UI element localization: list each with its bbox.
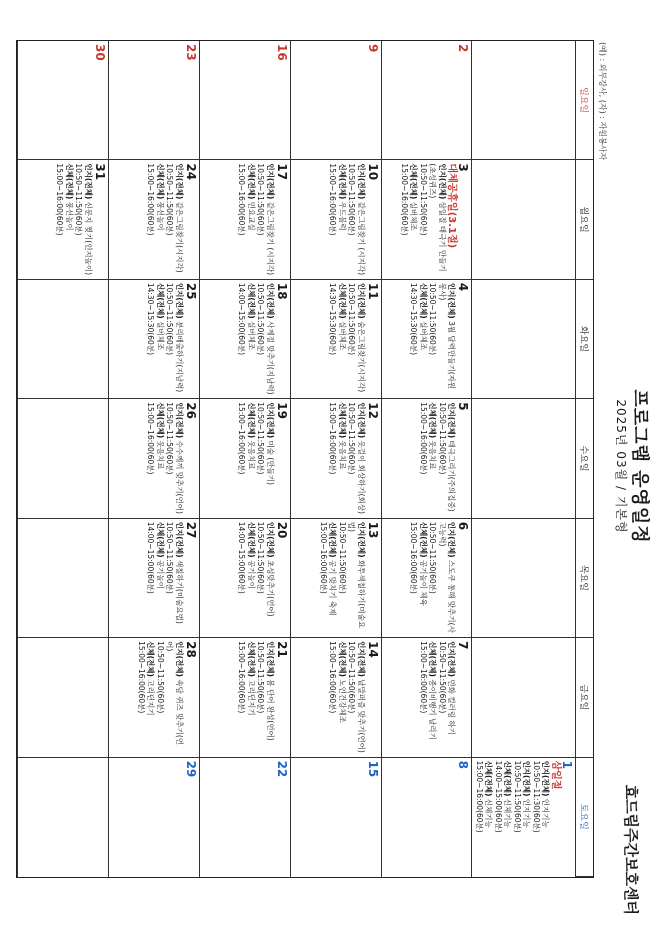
schedule-entry xyxy=(146,402,165,514)
program-category: 신체(전체) xyxy=(246,641,256,677)
program-name: 같은그림찾기 (시지각) xyxy=(265,201,275,276)
program-name: 속담 퀴즈 맞추기(언어) xyxy=(165,641,184,746)
calendar-day-cell xyxy=(472,519,576,638)
program-name: 풍선놀이 xyxy=(155,201,165,231)
day-number: 31 xyxy=(92,163,107,181)
program-name: 공기놀이 체육 xyxy=(419,559,428,606)
calendar-day-cell xyxy=(290,160,381,279)
program-category: 인지(전체) xyxy=(265,641,275,677)
program-category: 인지(전체) xyxy=(447,521,457,558)
program-time: 10:50~11:50(60분) xyxy=(165,402,175,475)
program-name: 실버체조 xyxy=(246,321,256,351)
program-category: 신체(전체) xyxy=(246,402,256,439)
schedule-entry xyxy=(532,761,551,874)
program-category: 인지(전체) xyxy=(265,163,275,200)
schedule-entry xyxy=(337,522,366,634)
program-time: 15:00~16:00(60분) xyxy=(409,521,419,594)
program-time: 10:50~11:50(60분) xyxy=(256,641,266,714)
schedule-entry xyxy=(165,402,184,514)
program-category: 인지(전체) xyxy=(447,402,457,439)
program-time: 10:50~11:50(60분) xyxy=(165,521,175,594)
schedule-entry xyxy=(155,641,184,753)
calendar-day-cell xyxy=(199,280,290,399)
weekday-header: 금요일 xyxy=(575,638,593,757)
schedule-entry xyxy=(428,283,457,395)
program-name: 신문지 찢기(인지놀이) xyxy=(83,201,93,276)
program-time: 10:50~11:50(60분) xyxy=(438,402,447,475)
schedule-entry xyxy=(256,641,275,753)
day-number: 12 xyxy=(365,402,380,419)
calendar-day-cell xyxy=(108,638,199,757)
schedule-entry xyxy=(136,641,155,753)
program-name: 신체기능 xyxy=(484,798,494,828)
organization-name: 효드림주간보호센터 xyxy=(622,784,640,915)
day-number: 17 xyxy=(274,163,289,181)
program-time: 15:00~16:00(60분) xyxy=(237,641,247,714)
schedule-entry xyxy=(237,283,256,395)
program-name: 같은그림찾기 (시지각) xyxy=(356,201,366,276)
calendar-day-cell xyxy=(17,519,108,638)
program-time: 10:50~11:50(60분) xyxy=(155,641,165,714)
program-name: 옷걸이 회상하기(회상) xyxy=(356,440,366,514)
calendar-day-cell xyxy=(290,758,381,877)
program-time: 15:00~16:00(60분) xyxy=(318,521,328,594)
program-category: 인지(전체) xyxy=(356,163,366,200)
program-name: 초성맞추기(언어) xyxy=(265,559,275,617)
program-time: 10:50~11:50(60분) xyxy=(347,641,357,714)
program-category: 인지(전체) xyxy=(174,163,184,200)
program-name: 민화 컬러링 하기 xyxy=(447,679,457,735)
day-number: 14 xyxy=(365,641,380,658)
program-name: 같은그림찾기(시지각) xyxy=(174,201,184,273)
program-name: 종이비행기 날리기 xyxy=(428,679,438,740)
program-category: 신체(전체) xyxy=(419,521,428,558)
calendar-day-cell xyxy=(17,638,108,757)
weekday-header: 수요일 xyxy=(575,399,593,518)
calendar-day-cell xyxy=(199,41,290,160)
schedule-entry xyxy=(74,163,93,275)
program-time: 15:00~16:00(60분) xyxy=(328,163,338,236)
day-number: 11 xyxy=(365,282,380,300)
schedule-entry xyxy=(237,522,256,634)
day-number: 7 xyxy=(456,641,471,650)
program-name: 웃음치료 xyxy=(337,440,347,470)
day-number: 23 xyxy=(183,44,198,61)
program-name: 인지기능 xyxy=(541,798,551,828)
schedule-entry xyxy=(347,163,366,275)
program-category: 인지(전체) xyxy=(447,282,457,319)
weekday-header: 월요일 xyxy=(575,160,593,279)
schedule-entry xyxy=(419,641,438,753)
day-number: 22 xyxy=(274,760,289,778)
program-time: 10:50~11:50(60분) xyxy=(347,163,357,236)
program-name: 우드블럭 xyxy=(337,201,347,231)
program-name: 웃음치료 xyxy=(428,440,438,470)
calendar-day-cell xyxy=(290,41,381,160)
calendar-day-cell xyxy=(199,519,290,638)
weekday-header: 토요일 xyxy=(575,758,593,877)
program-category: 신체(전체) xyxy=(428,641,438,677)
calendar-day-cell xyxy=(199,160,290,279)
program-name: 삼일절 태극기 만들기 (초성퀴즈) xyxy=(428,163,447,272)
program-category: 인지(전체) xyxy=(522,760,532,797)
schedule-entry xyxy=(237,402,256,514)
day-number: 30 xyxy=(92,44,107,61)
program-time: 10:50~11:50(60분) xyxy=(513,760,522,833)
program-name: 노인건강체조 xyxy=(337,679,347,723)
program-name: 웃음치료 xyxy=(246,440,256,470)
program-name: 봄 단어 완성(언어) xyxy=(265,679,275,741)
schedule-entry xyxy=(146,283,165,395)
day-number: 9 xyxy=(365,44,380,53)
calendar-day-cell xyxy=(17,280,108,399)
day-number: 28 xyxy=(183,641,198,658)
day-number: 15 xyxy=(365,760,380,778)
calendar-day-cell xyxy=(381,41,472,160)
program-name: 웃음치료 xyxy=(155,440,165,470)
program-time: 15:00~16:00(60분) xyxy=(475,760,484,833)
page-title: 프로그램 운영일정 xyxy=(629,389,650,544)
program-time: 10:50~11:50(60분) xyxy=(165,282,175,355)
calendar-day-cell xyxy=(199,399,290,518)
calendar-day-cell xyxy=(472,399,576,518)
program-category: 인지(전체) xyxy=(265,521,275,558)
calendar-day-cell xyxy=(290,280,381,399)
legend-note: (예) : 외부강사, (자) : 자원봉사자 xyxy=(598,42,607,161)
calendar-day-cell xyxy=(381,399,472,518)
program-category: 신체(전체) xyxy=(246,282,256,319)
program-time: 10:50~11:50(60분) xyxy=(347,282,357,355)
program-category: 신체(전체) xyxy=(155,282,165,319)
day-number: 19 xyxy=(274,402,289,419)
schedule-entry xyxy=(165,522,184,634)
program-time: 15:00~16:00(60분) xyxy=(146,402,156,475)
weekday-header: 일요일 xyxy=(575,41,593,160)
program-time: 14:00~15:00(60분) xyxy=(237,521,247,594)
calendar-day-cell xyxy=(381,280,472,399)
page-subtitle: 2025년 03월 / 기본형 xyxy=(614,399,628,534)
program-time: 14:30~15:30(60분) xyxy=(409,282,419,355)
day-number: 26 xyxy=(183,402,198,419)
schedule-entry xyxy=(428,522,457,634)
program-name: 스도쿠 통해 맞추기(사고능력) xyxy=(438,521,457,633)
program-time: 10:50~11:50(60분) xyxy=(419,163,428,236)
program-name: 실버체조 xyxy=(337,321,347,351)
day-number: 24 xyxy=(183,163,198,181)
program-name: 실버체조 xyxy=(155,321,165,351)
schedule-entry xyxy=(328,283,347,395)
program-category: 신체(전체) xyxy=(155,163,165,200)
program-category: 신체(전체) xyxy=(337,641,347,677)
program-category: 인지(전체) xyxy=(356,402,366,439)
schedule-entry xyxy=(400,163,419,275)
calendar-day-cell xyxy=(381,758,472,877)
schedule-entry xyxy=(347,402,366,514)
program-time: 10:50~11:50(60분) xyxy=(337,521,347,594)
schedule-entry xyxy=(409,283,428,395)
program-time: 15:00~16:00(60분) xyxy=(419,402,428,475)
program-time: 10:50~11:30(60분) xyxy=(532,760,541,833)
calendar-day-cell xyxy=(108,41,199,160)
program-name: 분리배출하기(지남력) xyxy=(174,321,184,393)
program-time: 15:00~16:00(60분) xyxy=(400,163,409,236)
day-number: 20 xyxy=(274,521,289,539)
calendar-day-cell xyxy=(290,519,381,638)
program-category: 인지(전체) xyxy=(356,521,366,558)
program-time: 15:00~16:00(60분) xyxy=(136,641,146,714)
schedule-entry xyxy=(55,163,74,275)
holiday-label: 대체공휴일(3.1절) xyxy=(446,163,458,249)
program-name: 실버체조 xyxy=(419,321,428,351)
schedule-entry xyxy=(237,163,256,275)
program-time: 10:50~11:50(60분) xyxy=(256,282,266,355)
program-name: 인지기능 xyxy=(522,798,532,828)
program-category: 인지(전체) xyxy=(174,641,184,677)
program-name: 사계절 맞추기(지남력) xyxy=(265,321,275,395)
calendar-day-cell xyxy=(381,160,472,279)
schedule-entry xyxy=(237,641,256,753)
program-name: 공기 맞치기 축제 xyxy=(328,559,338,616)
calendar-day-cell xyxy=(290,638,381,757)
calendar-day-cell xyxy=(108,399,199,518)
schedule-entry xyxy=(256,402,275,514)
schedule-entry xyxy=(328,402,347,514)
program-name: 색칠하기(미술요법) xyxy=(174,559,184,624)
program-category: 신체(전체) xyxy=(337,402,347,439)
program-time: 10:50~11:50(60분) xyxy=(347,402,357,475)
program-name: 풍선놀이 xyxy=(64,201,74,231)
program-category: 신체(전체) xyxy=(246,163,256,200)
weekday-header: 목요일 xyxy=(575,519,593,638)
day-number: 25 xyxy=(183,282,198,300)
day-number: 5 xyxy=(456,402,471,411)
day-number: 18 xyxy=(274,282,289,300)
program-time: 10:50~11:50(60분) xyxy=(256,163,266,236)
schedule-entry xyxy=(419,402,438,514)
program-time: 10:50~11:50(60분) xyxy=(74,163,84,236)
schedule-entry xyxy=(419,163,448,275)
weekday-header: 화요일 xyxy=(575,280,593,399)
program-category: 인지(전체) xyxy=(356,641,366,677)
program-category: 신체(전체) xyxy=(155,521,165,558)
program-name: 고리던지기 xyxy=(146,679,156,716)
calendar-day-cell xyxy=(17,758,108,877)
program-time: 15:00~16:00(60분) xyxy=(419,641,428,714)
calendar-day-cell xyxy=(17,399,108,518)
program-time: 15:00~16:00(60분) xyxy=(146,163,156,236)
program-name: 화투색칠하기(미술요법) xyxy=(347,521,366,629)
day-number: 6 xyxy=(456,521,471,531)
schedule-entry xyxy=(256,522,275,634)
program-category: 인지(전체) xyxy=(265,282,275,319)
calendar-day-cell xyxy=(472,638,576,757)
program-category: 신체(전체) xyxy=(503,760,513,797)
program-category: 인지(전체) xyxy=(174,402,184,439)
program-name: 신체기능 xyxy=(503,798,513,828)
program-category: 신체(전체) xyxy=(246,521,256,558)
program-time: 14:00~15:00(60분) xyxy=(494,760,503,833)
calendar-day-cell xyxy=(17,41,108,160)
program-time: 15:00~16:00(60분) xyxy=(237,163,247,236)
program-time: 15:00~16:00(60분) xyxy=(237,402,247,475)
calendar-day-cell xyxy=(472,41,576,160)
program-time: 15:00~16:00(60분) xyxy=(55,163,65,236)
program-name: 고리던지기 xyxy=(246,679,256,716)
program-category: 신체(전체) xyxy=(146,641,156,677)
program-name: 태극그리기(주의집중) xyxy=(447,440,457,512)
program-category: 신체(전체) xyxy=(419,282,428,319)
schedule-entry xyxy=(256,163,275,275)
program-name: 낱말퍼즐 맞추기(언어) xyxy=(356,679,366,753)
program-name: 공기놀이 xyxy=(246,559,256,589)
program-time: 14:00~15:00(60분) xyxy=(146,521,156,594)
calendar-day-cell xyxy=(381,638,472,757)
day-number: 8 xyxy=(456,760,471,769)
program-category: 인지(전체) xyxy=(541,760,551,797)
calendar-day-cell xyxy=(108,280,199,399)
day-number: 3 xyxy=(456,163,471,172)
schedule-entry xyxy=(347,283,366,395)
program-time: 15:00~16:00(60분) xyxy=(328,402,338,475)
day-number: 4 xyxy=(456,282,471,292)
day-number: 21 xyxy=(274,641,289,658)
program-category: 인지(전체) xyxy=(83,163,93,200)
program-category: 신체(전체) xyxy=(337,163,347,200)
schedule-entry xyxy=(475,761,494,874)
day-number: 27 xyxy=(183,521,198,539)
day-number: 10 xyxy=(365,163,380,181)
schedule-entry xyxy=(328,641,347,753)
program-time: 10:50~11:50(60분) xyxy=(256,521,266,594)
day-number: 16 xyxy=(274,44,289,61)
schedule-entry xyxy=(347,641,366,753)
program-name: 3월 달력만들기(자원봉사) xyxy=(438,282,457,390)
program-time: 14:30~15:30(60분) xyxy=(328,282,338,355)
schedule-entry xyxy=(165,163,184,275)
day-number: 2 xyxy=(456,44,471,53)
program-category: 신체(전체) xyxy=(428,402,438,439)
schedule-entry xyxy=(146,522,165,634)
program-time: 14:30~15:30(60분) xyxy=(146,282,156,355)
day-number: 13 xyxy=(365,521,380,539)
program-name: 실버체조 xyxy=(409,201,419,231)
calendar-day-cell xyxy=(108,519,199,638)
schedule-entry xyxy=(494,761,513,874)
schedule-entry xyxy=(409,522,428,634)
calendar-day-cell xyxy=(472,160,576,279)
schedule-entry xyxy=(438,402,457,514)
schedule-entry xyxy=(256,283,275,395)
program-time: 10:50~11:50(60분) xyxy=(428,521,438,594)
program-time: 10:50~11:50(60분) xyxy=(428,282,438,355)
program-name: 공기놀이 xyxy=(155,559,165,589)
program-name: 미술 (만들기) xyxy=(265,440,275,485)
calendar-grid xyxy=(16,40,594,878)
program-category: 인지(전체) xyxy=(356,282,366,319)
program-category: 신체(전체) xyxy=(328,521,338,558)
calendar-day-cell xyxy=(472,280,576,399)
program-name: 수수께끼 맞추기(언어) xyxy=(174,440,184,514)
program-category: 인지(전체) xyxy=(174,282,184,319)
calendar-day-cell xyxy=(290,399,381,518)
calendar-day-cell xyxy=(17,160,108,279)
day-number: 1 xyxy=(560,760,574,769)
schedule-entry xyxy=(146,163,165,275)
program-category: 신체(전체) xyxy=(155,402,165,439)
program-time: 14:00~15:00(60분) xyxy=(237,282,247,355)
schedule-entry xyxy=(513,761,532,874)
program-time: 10:50~11:50(60분) xyxy=(165,163,175,236)
program-category: 인지(전체) xyxy=(447,641,457,677)
program-category: 신체(전체) xyxy=(409,163,419,200)
program-time: 10:50~11:50(60분) xyxy=(438,641,447,714)
calendar-day-cell xyxy=(199,758,290,877)
calendar-day-cell xyxy=(108,160,199,279)
program-category: 신체(전체) xyxy=(64,163,74,200)
calendar-day-cell xyxy=(472,758,576,877)
program-category: 신체(전체) xyxy=(337,282,347,319)
schedule-entry xyxy=(165,283,184,395)
holiday-label: 삼일절 xyxy=(550,760,561,790)
calendar-day-cell xyxy=(381,519,472,638)
schedule-entry xyxy=(328,163,347,275)
program-time: 15:00~16:00(60분) xyxy=(328,641,338,714)
program-name: 민요교실 xyxy=(246,201,256,231)
program-category: 인지(전체) xyxy=(438,163,447,200)
calendar-day-cell xyxy=(199,638,290,757)
calendar-day-cell xyxy=(108,758,199,877)
schedule-entry xyxy=(318,522,337,634)
program-category: 인지(전체) xyxy=(174,521,184,558)
program-time: 10:50~11:50(60분) xyxy=(256,402,266,475)
program-category: 신체(전체) xyxy=(484,760,494,797)
program-category: 인지(전체) xyxy=(265,402,275,439)
program-name: 숨은그림찾기(시지각) xyxy=(356,321,366,393)
schedule-entry xyxy=(438,641,457,753)
day-number: 29 xyxy=(183,760,198,778)
